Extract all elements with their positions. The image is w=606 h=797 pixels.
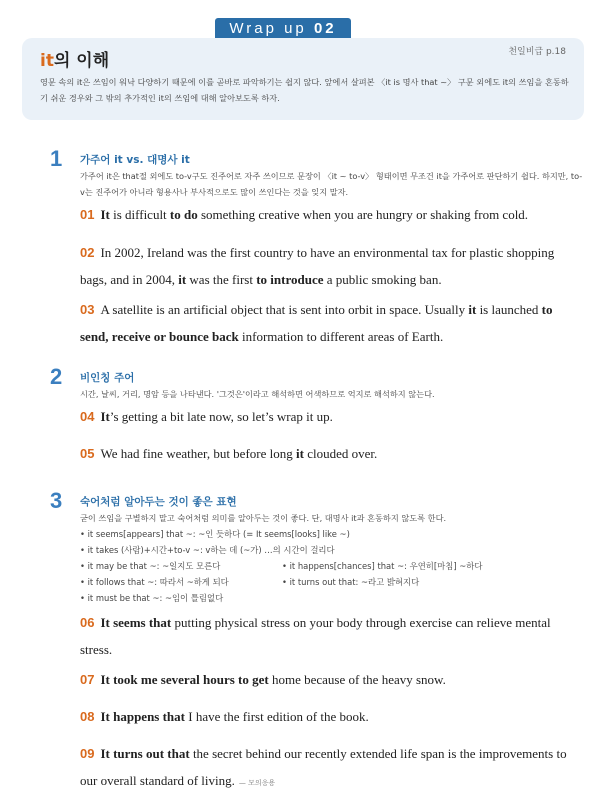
section-number: 2 <box>50 364 63 389</box>
tab-prefix: Wrap up <box>229 20 307 37</box>
section-number: 1 <box>50 146 63 171</box>
list-item: • it must be that ~: ~임이 틀림없다 <box>80 593 224 603</box>
tab-number: 02 <box>313 20 337 37</box>
example-sentence: 02 In 2002, Ireland was the first country to have an environmental tax for plastic shopping bags, and in 2004, it was the first to introduce a public smoking ban. <box>80 245 555 287</box>
section-description: 시간, 날씨, 거리, 명암 등을 나타낸다. '그것은'이라고 해석하면 어색하므로 억지로 해석하지 않는다. <box>80 389 435 399</box>
list-item: • it follows that ~: 따라서 ~하게 되다 <box>80 577 229 587</box>
list-item: • it happens[chances] that ~: 우연히[마침] ~하다 <box>282 561 483 571</box>
list-item: • it takes (사람)+시간+to-v ~: v하는 데 (~가) …의 시간이 걸리다 <box>80 545 335 555</box>
example-sentence: 09 It turns out that the secret behind our recently extended life span is the improvements to our overall standard of living. — 모의응용 <box>80 746 567 788</box>
page-reference: 천일비급 p.18 <box>508 47 566 57</box>
intro-box <box>22 38 584 120</box>
example-sentence: 03 A satellite is an artificial object that is sent into orbit in space. Usually it is launched to send, receive or bounce back information to different areas of Earth. <box>80 302 553 344</box>
section-description: 가주어 it은 that절 외에도 to-v구도 진주어로 자주 쓰이므로 문장이 〈it ~ to-v〉 형태이면 무조건 it을 가주어로 판단하기 쉽다. 하지만, to-v는 진주어가 아니라 형용사나 부사적으로도 많이 쓰인다는 것을 잊지 말자. <box>80 171 583 197</box>
list-item: • it may be that ~: ~일지도 모른다 <box>80 561 221 571</box>
section-number: 3 <box>50 488 63 513</box>
source-note: — 모의응용 <box>238 779 276 787</box>
section-title: 숙어처럼 알아두는 것이 좋은 표현 <box>80 496 237 508</box>
example-sentence: 06 It seems that putting physical stress on your body through exercise can relieve mental stress. <box>80 615 551 657</box>
list-item: • it seems[appears] that ~: ~인 듯하다 (= It seems[looks] like ~) <box>80 529 350 539</box>
example-sentence: 04 It’s getting a bit late now, so let’s wrap it up. <box>80 409 333 424</box>
example-sentence: 08 It happens that I have the first edition of the book. <box>80 709 369 724</box>
section-title: 비인칭 주어 <box>80 372 135 384</box>
list-item: • it turns out that: ~라고 밝혀지다 <box>282 577 420 587</box>
example-sentence: 05 We had fine weather, but before long it clouded over. <box>80 446 378 461</box>
example-sentence: 07 It took me several hours to get home because of the heavy snow. <box>80 672 446 687</box>
intro-text: 영문 속의 it은 쓰임이 워낙 다양하기 때문에 이를 곧바로 파악하기는 쉽지 않다. 앞에서 살펴본 〈it is 명사 that ~〉 구문 외에도 it의 쓰임을 혼동하기 쉬운 경우와 그 밖의 추가적인 it의 쓰임에 대해 알아보도록 하자. <box>40 77 569 103</box>
section-title: 가주어 it vs. 대명사 it <box>80 154 190 166</box>
example-sentence: 01 It is difficult to do something creative when you are hungry or shaking from cold. <box>80 207 529 222</box>
section-description: 굳이 쓰임을 구별하지 말고 숙어처럼 의미를 알아두는 것이 좋다. 단, 대명사 it과 혼동하지 않도록 한다. <box>80 513 447 523</box>
wrap-up-tab <box>215 18 351 40</box>
intro-title: it의 이해 <box>40 51 110 71</box>
